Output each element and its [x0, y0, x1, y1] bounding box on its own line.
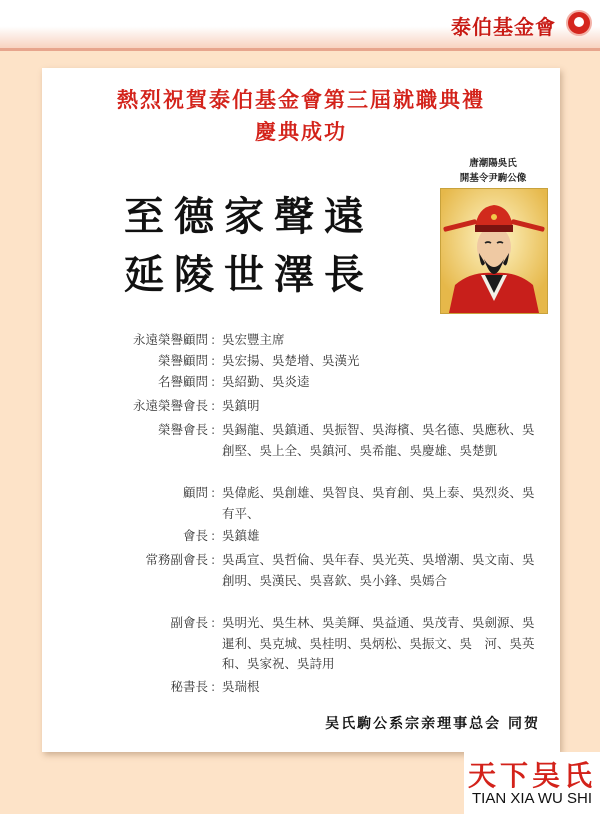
- officer-role: 會長: [182, 528, 208, 543]
- headline-line-1: 熱烈祝賀泰伯基金會第三屆就職典禮: [117, 87, 485, 112]
- officer-names: 吳偉彪、吳創雄、吳智良、吳育創、吳上泰、吳烈炎、吳有平、: [222, 485, 535, 521]
- portrait-caption-line-1: 唐潮陽吳氏: [469, 158, 517, 169]
- announcement-card: [42, 68, 560, 752]
- couplet-line-1: 至德家聲遠: [124, 193, 374, 240]
- role-separator: :: [211, 679, 216, 694]
- signature-line: 吴氏駒公系宗亲理事总会 同贺: [325, 716, 540, 732]
- officer-role: 副會長: [170, 615, 208, 630]
- ancestor-portrait-illustration: [441, 189, 547, 313]
- officer-role: 常務副會長: [145, 552, 208, 567]
- officer-names: 吳明光、吳生林、吳美輝、吳益通、吳茂青、吳劍源、吳暹利、吳克城、吳桂明、吳炳松、吳振文、吳 河、吳英和、吳家祝、吳詩用: [222, 615, 535, 671]
- officer-role: 永遠榮譽會長: [132, 398, 208, 413]
- ancestor-portrait: [440, 188, 548, 314]
- header-divider: [0, 48, 600, 51]
- role-separator: :: [211, 528, 216, 543]
- portrait-caption-line-2: 開基令尹駒公像: [459, 173, 527, 184]
- officer-role: 榮譽顧問: [157, 353, 208, 368]
- officer-names: 吳禹宣、吳哲倫、吳年春、吳光英、吳增潮、吳文南、吳創明、吳漢民、吳喜欽、吳小鋒、吳嫣合: [222, 552, 535, 588]
- couplet-line-2: 延陵世澤長: [124, 251, 374, 298]
- role-separator: :: [211, 374, 216, 389]
- officer-role: 榮譽會長: [157, 422, 208, 437]
- portrait-caption: [435, 156, 551, 186]
- role-separator: :: [211, 615, 216, 630]
- header-bar: [0, 0, 600, 48]
- role-separator: :: [211, 398, 216, 413]
- officer-names: 吳紹勤、吳炎逵: [222, 374, 310, 389]
- officer-names: 吳鎮雄: [222, 528, 260, 543]
- watermark-chinese: 天下吴氏: [467, 759, 596, 792]
- role-separator: :: [211, 552, 216, 567]
- officer-role: 秘書長: [170, 679, 208, 694]
- watermark-english: TIAN XIA WU SHI: [471, 790, 592, 807]
- role-separator: :: [211, 485, 216, 500]
- site-watermark: [464, 752, 600, 814]
- role-separator: :: [211, 422, 216, 437]
- officer-role: 顧問: [182, 485, 208, 500]
- officer-names: 吳瑞根: [222, 679, 260, 694]
- officer-names: 吳宏豐主席: [222, 332, 285, 347]
- calligraphy-couplet: [84, 188, 414, 304]
- foundation-logo-icon: [566, 10, 592, 36]
- officer-role: 名譽顧問: [157, 374, 208, 389]
- officer-names: 吳錫龍、吳鎮通、吳振智、吳海檳、吳名德、吳應秋、吳創堅、吳上全、吳鎮河、吳希龍、吳慶雄、吳楚凱: [222, 422, 535, 458]
- congratulation-headline: [42, 84, 560, 148]
- role-separator: :: [211, 353, 216, 368]
- officer-role: 永遠榮譽顧問: [132, 332, 208, 347]
- headline-line-2: 慶典成功: [255, 119, 347, 144]
- officer-names: 吳宏揚、吳楚增、吳漢光: [222, 353, 360, 368]
- officer-names: 吳鎮明: [222, 398, 260, 413]
- brand-name: 泰伯基金會: [451, 15, 556, 39]
- role-separator: :: [211, 332, 216, 347]
